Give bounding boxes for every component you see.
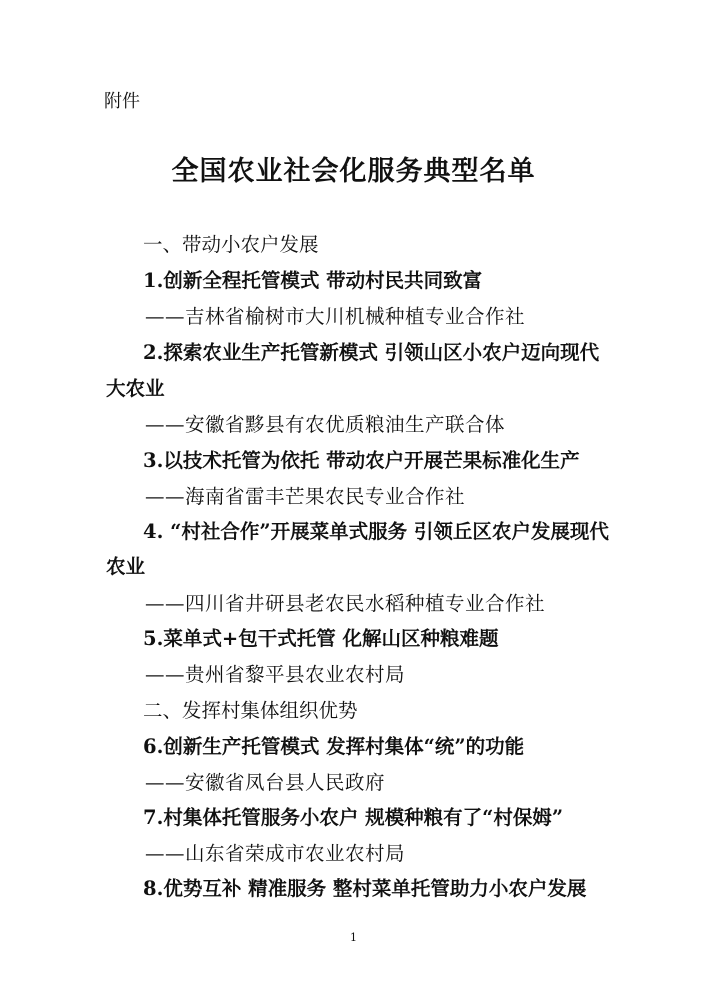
entry-org-7: ——山东省荣成市农业农村局: [145, 842, 406, 865]
entry-title-2-continued: 大农业: [106, 377, 165, 400]
entry-title-4-continued: 农业: [106, 555, 146, 578]
entry-title-5: 5.菜单式+包干式托管 化解山区种粮难题: [143, 627, 499, 650]
section-heading-1: 一、带动小农户发展: [143, 233, 319, 256]
entry-org-1: ——吉林省榆树市大川机械种植专业合作社: [145, 305, 526, 328]
entry-org-2: ——安徽省黟县有农优质粮油生产联合体: [145, 413, 506, 436]
entry-org-5: ——贵州省黎平县农业农村局: [145, 663, 406, 686]
entry-title-6: 6.创新生产托管模式 发挥村集体“统”的功能: [143, 735, 525, 758]
entry-org-4: ——四川省井研县老农民水稻种植专业合作社: [145, 592, 546, 615]
entry-title-7: 7.村集体托管服务小农户 规模种粮有了“村保姆”: [143, 806, 564, 829]
entry-title-4: 4. “村社合作”开展菜单式服务 引领丘区农户发展现代: [143, 520, 609, 543]
entry-title-2: 2.探索农业生产托管新模式 引领山区小农户迈向现代: [143, 341, 600, 364]
entry-org-6: ——安徽省凤台县人民政府: [145, 771, 386, 794]
entry-title-1: 1.创新全程托管模式 带动村民共同致富: [143, 269, 483, 292]
document-title: 全国农业社会化服务典型名单: [171, 156, 536, 187]
entry-title-3: 3.以技术托管为依托 带动农户开展芒果标准化生产: [143, 449, 580, 472]
section-heading-2: 二、发挥村集体组织优势: [143, 699, 358, 722]
entry-title-8: 8.优势互补 精准服务 整村菜单托管助力小农户发展: [143, 877, 587, 900]
page-number: 1: [350, 931, 357, 944]
attachment-label: 附件: [104, 91, 140, 112]
entry-org-3: ——海南省雷丰芒果农民专业合作社: [145, 485, 466, 508]
